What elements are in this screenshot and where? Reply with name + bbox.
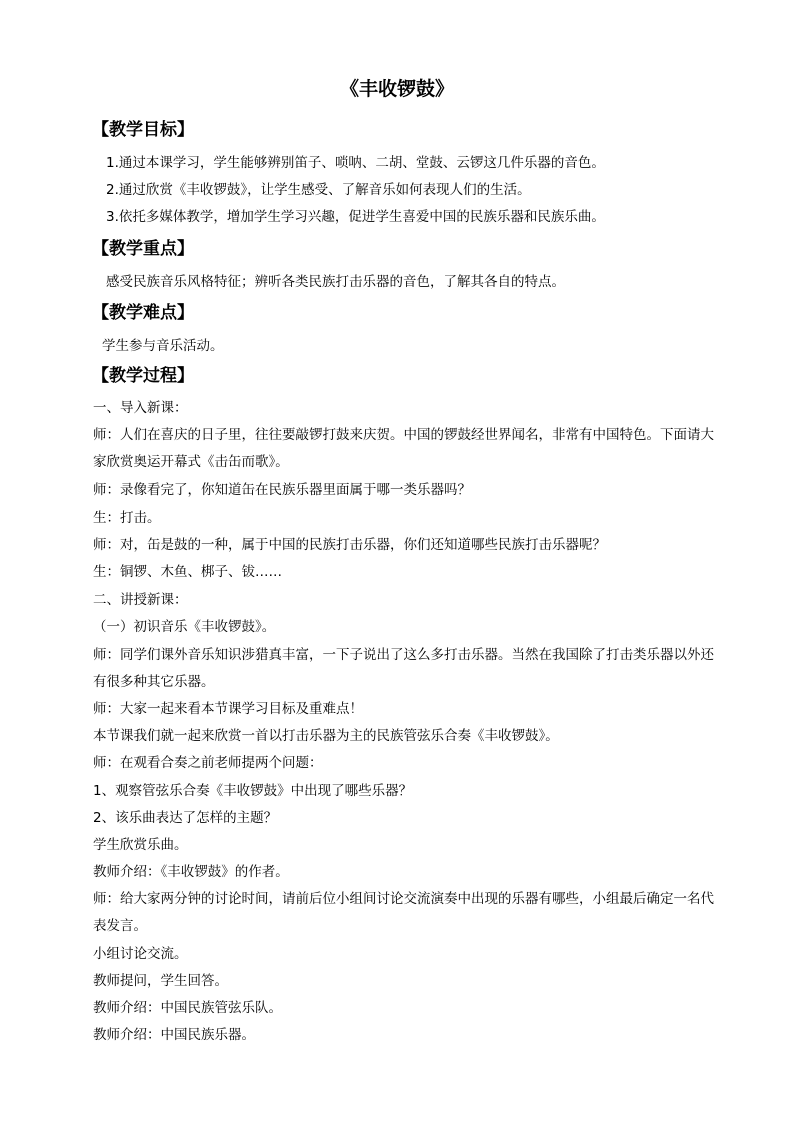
- process-line: 师：大家一起来看本节课学习目标及重难点！: [93, 701, 363, 717]
- heading-teaching-process: 【教学过程】: [92, 366, 194, 386]
- process-line: 师：同学们课外音乐知识涉猎真丰富，一下子说出了这么多打击乐器。当然在我国除了打击类乐器以外还: [93, 647, 714, 663]
- process-line: 教师介绍：《丰收锣鼓》的作者。: [93, 864, 289, 880]
- process-line: 师：在观看合奏之前老师提两个问题：: [93, 755, 323, 771]
- process-line: 师：给大家两分钟的讨论时间，请前后位小组间讨论交流演奏中出现的乐器有哪些，小组最后确定一名代: [93, 891, 714, 907]
- process-line: 师：录像看完了，你知道缶在民族乐器里面属于哪一类乐器吗？: [93, 482, 471, 498]
- goal-item: 1.通过本课学习，学生能够辨别笛子、唢呐、二胡、堂鼓、云锣这几件乐器的音色。: [106, 155, 605, 171]
- key-points-text: 感受民族音乐风格特征；辨听各类民族打击乐器的音色，了解其各自的特点。: [106, 274, 565, 290]
- process-line: 生：铜锣、木鱼、梆子、钹……: [93, 564, 282, 580]
- process-line: 2、该乐曲表达了怎样的主题？: [93, 810, 278, 826]
- process-line: （一）初识音乐《丰收锣鼓》。: [93, 619, 276, 635]
- process-line: 教师介绍：中国民族乐器。: [93, 1027, 255, 1043]
- process-line: 一、导入新课：: [93, 400, 188, 416]
- process-line: 1、观察管弦乐合奏《丰收锣鼓》中出现了哪些乐器？: [93, 783, 413, 799]
- process-line: 本节课我们就一起来欣赏一首以打击乐器为主的民族管弦乐合奏《丰收锣鼓》。: [93, 728, 559, 744]
- process-line: 学生欣赏乐曲。: [93, 837, 188, 853]
- process-line: 表发言。: [93, 918, 147, 934]
- process-line: 生：打击。: [93, 510, 161, 526]
- difficulties-text: 学生参与音乐活动。: [102, 338, 224, 354]
- heading-key-points: 【教学重点】: [92, 239, 194, 259]
- goal-item: 3.依托多媒体教学，增加学生学习兴趣，促进学生喜爱中国的民族乐器和民族乐曲。: [106, 209, 605, 225]
- goal-item: 2.通过欣赏《丰收锣鼓》，让学生感受、了解音乐如何表现人们的生活。: [106, 182, 531, 198]
- process-line: 师：人们在喜庆的日子里，往往要敲锣打鼓来庆贺。中国的锣鼓经世界闻名，非常有中国特色。下面请大: [93, 427, 714, 443]
- process-line: 教师提问，学生回答。: [93, 973, 228, 989]
- heading-teaching-goals: 【教学目标】: [92, 120, 194, 140]
- heading-difficulties: 【教学难点】: [92, 303, 194, 323]
- process-line: 师：对，缶是鼓的一种，属于中国的民族打击乐器，你们还知道哪些民族打击乐器呢？: [93, 537, 606, 553]
- process-line: 有很多种其它乐器。: [93, 674, 215, 690]
- process-line: 二、讲授新课：: [93, 592, 188, 608]
- process-line: 家欣赏奥运开幕式《击缶而歌》。: [93, 454, 289, 470]
- process-line: 小组讨论交流。: [93, 946, 188, 962]
- document-title: 《丰收锣鼓》: [339, 78, 454, 100]
- process-line: 教师介绍：中国民族管弦乐队。: [93, 1000, 282, 1016]
